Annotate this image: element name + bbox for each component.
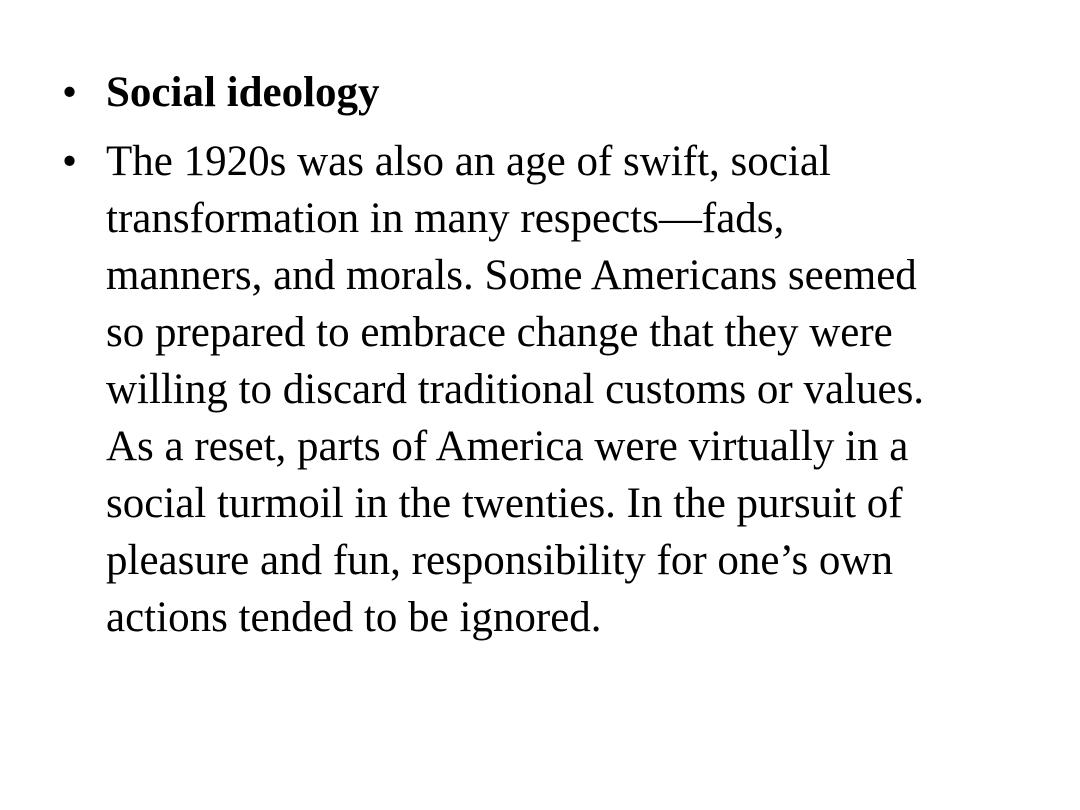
paragraph-line: pleasure and fun, responsibility for one’s own <box>106 537 893 584</box>
paragraph-line: social turmoil in the twenties. In the pursuit of <box>106 480 903 527</box>
bullet-item-heading <box>62 64 1062 121</box>
paragraph-line: The 1920s was also an age of swift, social <box>106 138 831 185</box>
heading-text: Social ideology <box>106 69 380 116</box>
bullet-marker: • <box>62 69 78 116</box>
paragraph-text <box>106 133 1062 646</box>
paragraph-line: As a reset, parts of America were virtually in a <box>106 423 909 470</box>
bullet-marker: • <box>62 138 78 185</box>
paragraph-line: transformation in many respects—fads, <box>106 195 785 242</box>
paragraph-line: manners, and morals. Some Americans seemed <box>106 252 917 299</box>
bullet-list <box>62 64 1062 658</box>
paragraph-line: actions tended to be ignored. <box>106 594 602 641</box>
paragraph-line: so prepared to embrace change that they were <box>106 309 893 356</box>
bullet-item-paragraph <box>62 133 1062 646</box>
paragraph-line: willing to discard traditional customs or values. <box>106 366 925 413</box>
